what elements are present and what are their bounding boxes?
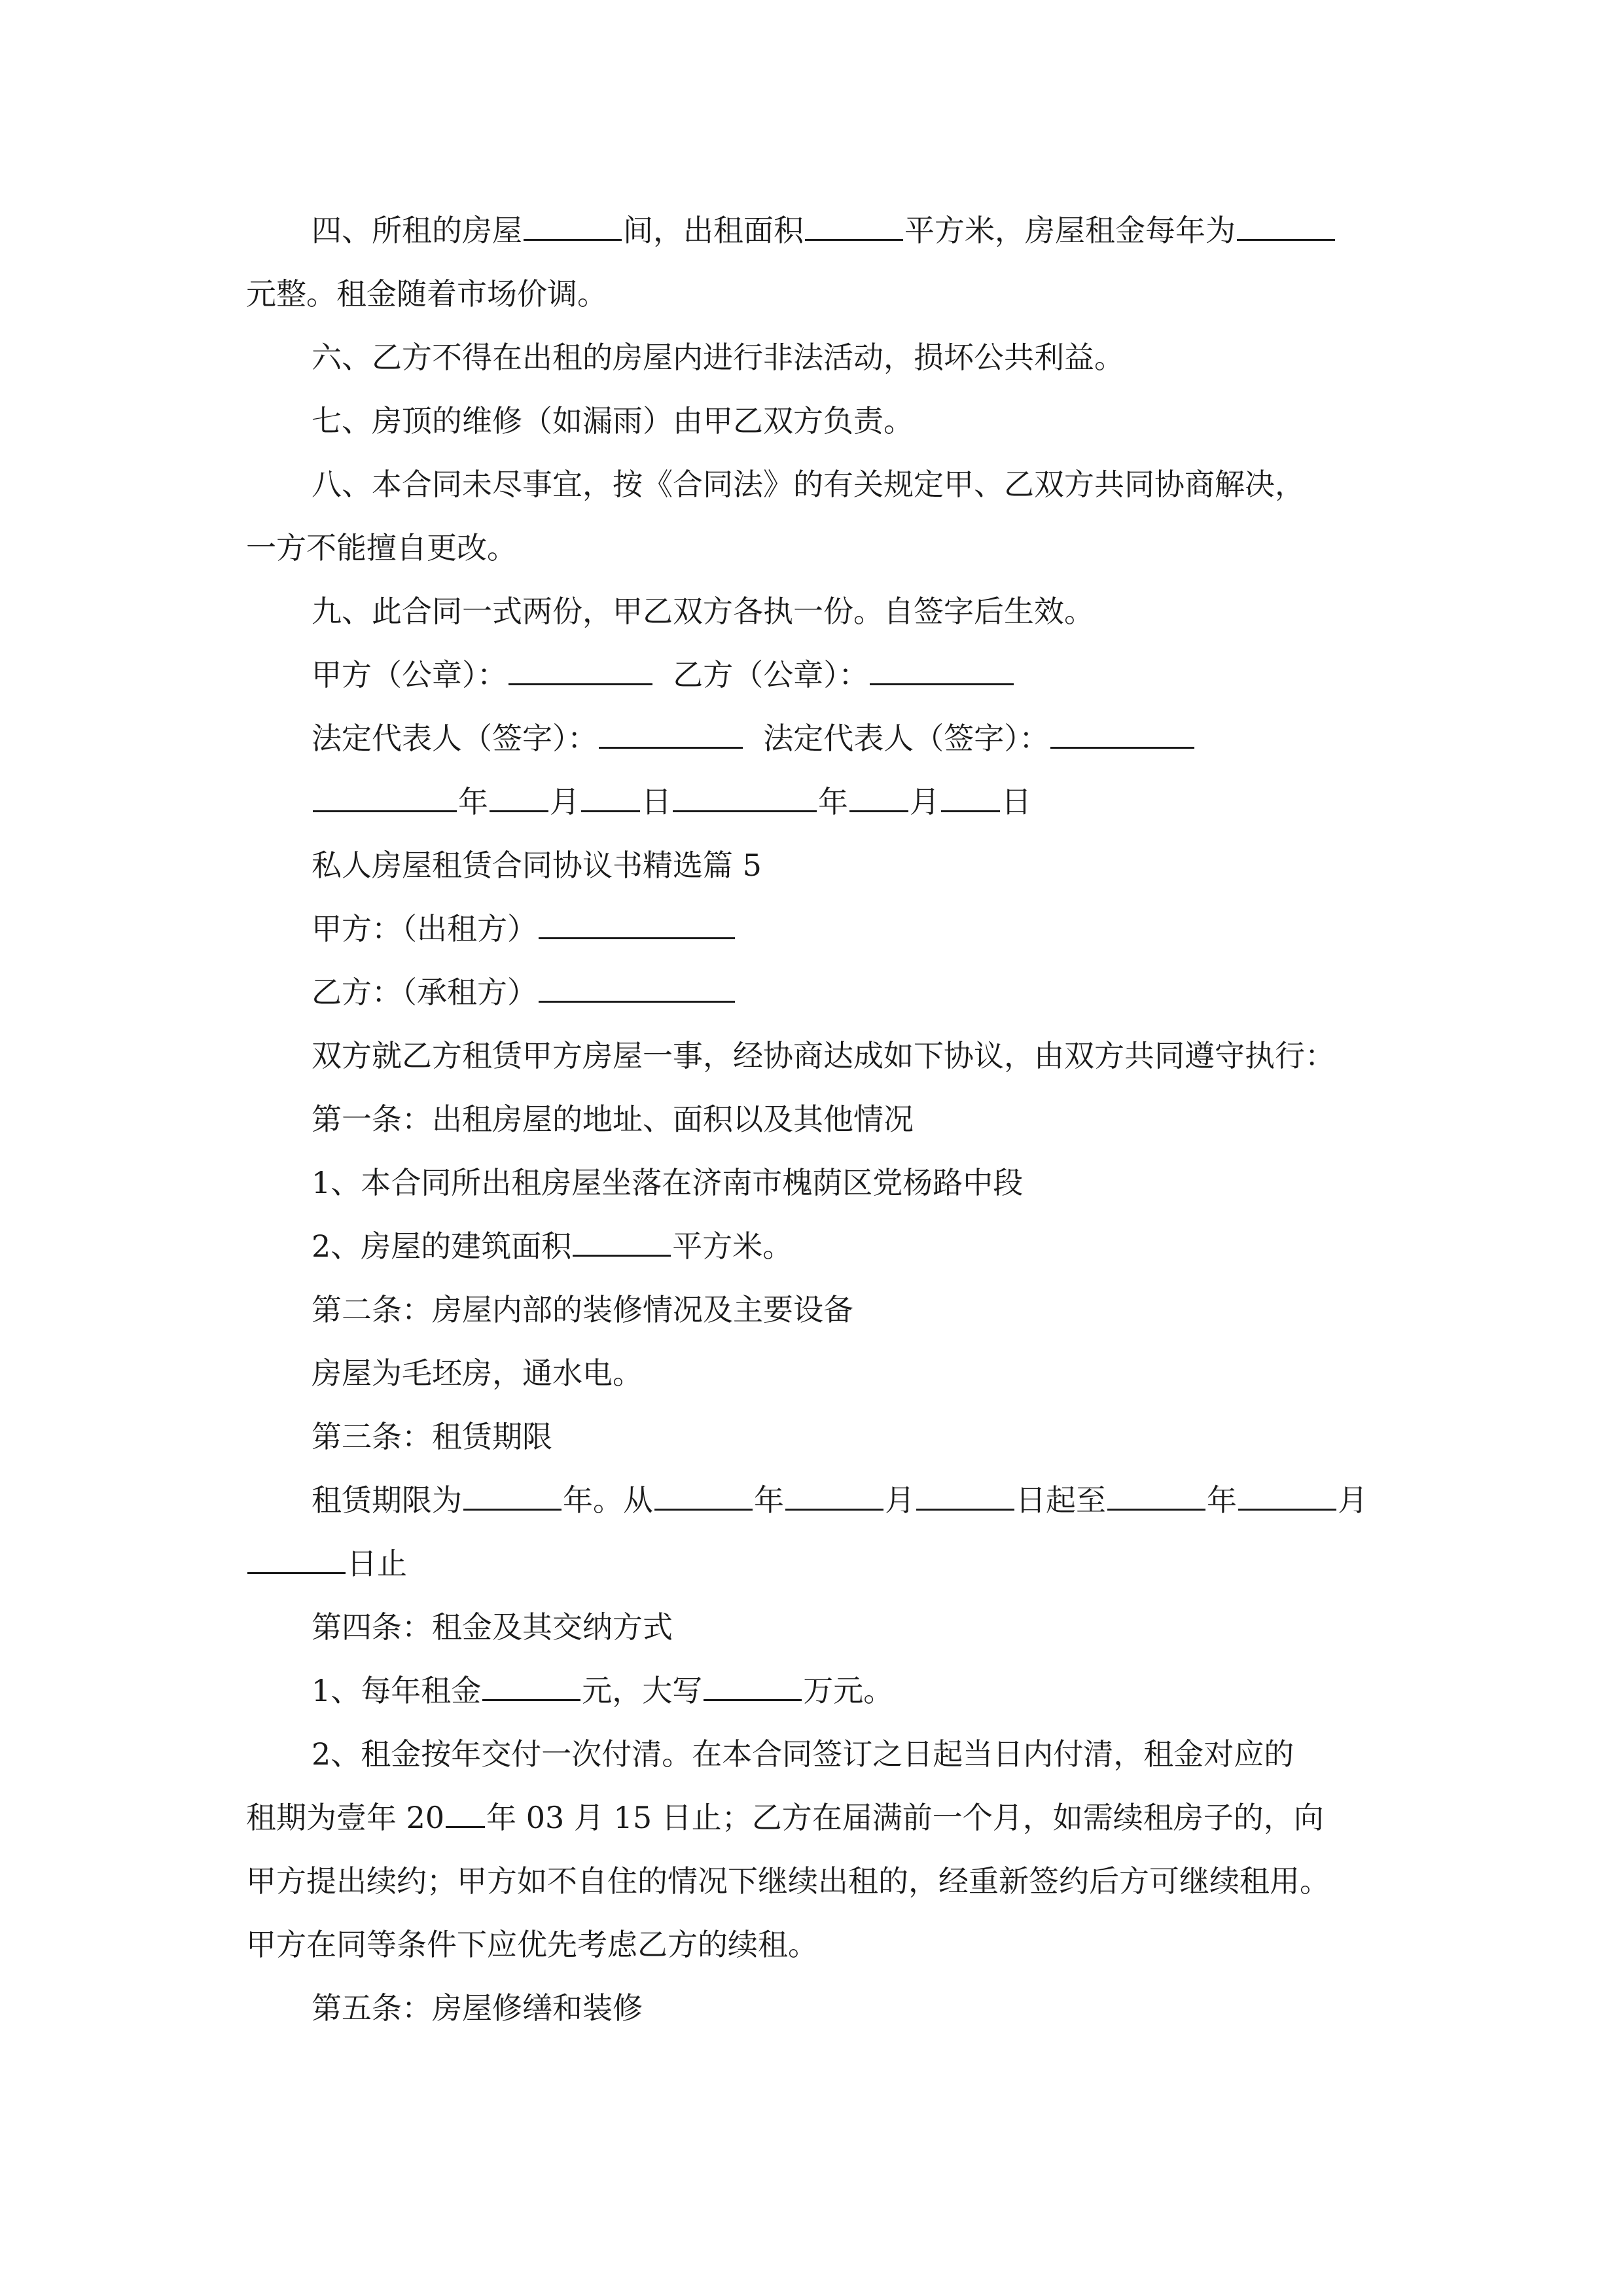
date-b-month-blank [849, 780, 908, 812]
clause-4-text-d: 元整。租金随着市场价调。 [246, 276, 607, 312]
clause-4-text-a: 四、所租的房屋 [312, 213, 522, 248]
date-a-month-label: 月 [550, 784, 580, 819]
article-2-text: 房屋为毛坯房，通水电。 [312, 1355, 643, 1391]
start-day-label: 日起至 [1016, 1482, 1106, 1518]
date-b-year-label: 年 [818, 784, 848, 819]
rent-unit-label: 万元。 [803, 1673, 894, 1708]
annual-rent-blank [1237, 209, 1335, 241]
area-blank [805, 209, 903, 241]
intro: 双方就乙方租赁甲方房屋一事，经协商达成如下协议，由双方共同遵守执行： [312, 1038, 1335, 1073]
start-year-label: 年 [754, 1482, 784, 1518]
clause-7: 七、房顶的维修（如漏雨）由甲乙双方负责。 [312, 403, 914, 439]
date-a-day-blank [581, 780, 640, 812]
party-a-seal-blank [508, 653, 652, 685]
article-4-item-2-text-b: 年 03 月 15 日止；乙方在届满前一个月，如需续租房子的，向 [486, 1800, 1324, 1835]
seal-line [246, 643, 1385, 707]
end-day-blank [247, 1542, 346, 1574]
rooms-blank [524, 209, 622, 241]
clause-4-text-b: 间，出租面积 [623, 213, 804, 248]
clause-4-line-2 [246, 262, 1385, 326]
article-2-title: 第二条：房屋内部的装修情况及主要设备 [312, 1292, 853, 1327]
clause-8-line-1: 八、本合同未尽事宜，按《合同法》的有关规定甲、乙双方共同协商解决， [312, 467, 1305, 502]
party-a-seal-label: 甲方（公章）： [312, 657, 507, 692]
article-1-item-2-text-b: 平方米。 [672, 1229, 793, 1264]
date-a-year-label: 年 [458, 784, 488, 819]
annual-rent-label: 1、每年租金 [312, 1673, 482, 1708]
end-year-label: 年 [1207, 1482, 1237, 1518]
rep-b-label: 法定代表人（签字）： [763, 721, 1050, 756]
date-a-month-blank [490, 780, 548, 812]
article-3-line-2 [246, 1532, 1385, 1596]
rep-b-blank [1050, 717, 1194, 749]
party-b-seal-blank [870, 653, 1014, 685]
document-body [246, 199, 1385, 2040]
article-3-title: 第三条：租赁期限 [312, 1419, 552, 1454]
rep-a-label: 法定代表人（签字）： [312, 721, 597, 756]
clause-4-line-1 [246, 199, 1385, 262]
party-a-blank [539, 907, 735, 939]
date-b-year-blank [673, 780, 817, 812]
article-1-title: 第一条：出租房屋的地址、面积以及其他情况 [312, 1102, 914, 1137]
date-line [246, 770, 1385, 834]
date-b-day-label: 日 [1001, 784, 1031, 819]
rent-in-words-blank [704, 1669, 802, 1701]
annual-rent-amount-blank [482, 1669, 580, 1701]
article-1-item-2 [246, 1215, 1385, 1278]
building-area-blank [573, 1225, 671, 1257]
article-4-item-2-line-2 [246, 1786, 1385, 1850]
representative-line [246, 707, 1385, 770]
start-year-blank [654, 1479, 753, 1511]
section-title: 私人房屋租赁合同协议书精选篇 5 [312, 848, 762, 883]
article-3-line-1 [246, 1469, 1385, 1532]
article-4-item-2-text-a: 租期为壹年 20 [246, 1800, 445, 1835]
clause-4-text-c: 平方米，房屋租金每年为 [904, 213, 1236, 248]
party-b-label: 乙方：（承租方） [312, 975, 537, 1010]
start-month-label: 月 [885, 1482, 915, 1518]
article-4-item-2-line-4: 甲方在同等条件下应优先考虑乙方的续租。 [246, 1927, 818, 1962]
article-4-item-2-line-3: 甲方提出续约；甲方如不自住的情况下继续出租的，经重新签约后方可继续租用。 [246, 1863, 1330, 1899]
start-month-blank [785, 1479, 883, 1511]
party-a-label: 甲方：（出租方） [312, 911, 537, 946]
article-5-title: 第五条：房屋修缮和装修 [312, 1990, 643, 2026]
lease-from-label: 年。从 [563, 1482, 653, 1518]
end-year-blank [1107, 1479, 1205, 1511]
article-4-item-2-line-1: 2、租金按年交付一次付清。在本合同签订之日起当日内付清，租金对应的 [312, 1736, 1294, 1772]
date-a-day-label: 日 [641, 784, 671, 819]
rent-in-words-label: 元，大写 [582, 1673, 703, 1708]
clause-9: 九、此合同一式两份，甲乙双方各执一份。自签字后生效。 [312, 594, 1094, 629]
party-a-line [246, 897, 1385, 961]
date-b-day-blank [941, 780, 1000, 812]
start-day-blank [916, 1479, 1014, 1511]
end-month-blank [1238, 1479, 1336, 1511]
article-4-item-1 [246, 1659, 1385, 1723]
rep-a-blank [599, 717, 743, 749]
end-month-label: 月 [1338, 1482, 1368, 1518]
party-b-line [246, 961, 1385, 1024]
term-year-blank [446, 1796, 485, 1828]
article-1-item-2-text-a: 2、房屋的建筑面积 [312, 1229, 572, 1264]
clause-8-line-2: 一方不能擅自更改。 [246, 530, 517, 565]
date-a-year-blank [313, 780, 457, 812]
article-4-title: 第四条：租金及其交纳方式 [312, 1609, 673, 1645]
lease-term-label: 租赁期限为 [312, 1482, 462, 1518]
party-b-blank [539, 971, 735, 1003]
party-b-seal-label: 乙方（公章）： [673, 657, 869, 692]
article-1-item-1: 1、本合同所出租房屋坐落在济南市槐荫区党杨路中段 [312, 1165, 1024, 1200]
end-day-label: 日止 [347, 1546, 407, 1581]
clause-6: 六、乙方不得在出租的房屋内进行非法活动，损坏公共利益。 [312, 340, 1124, 375]
lease-years-blank [463, 1479, 562, 1511]
date-b-month-label: 月 [910, 784, 940, 819]
